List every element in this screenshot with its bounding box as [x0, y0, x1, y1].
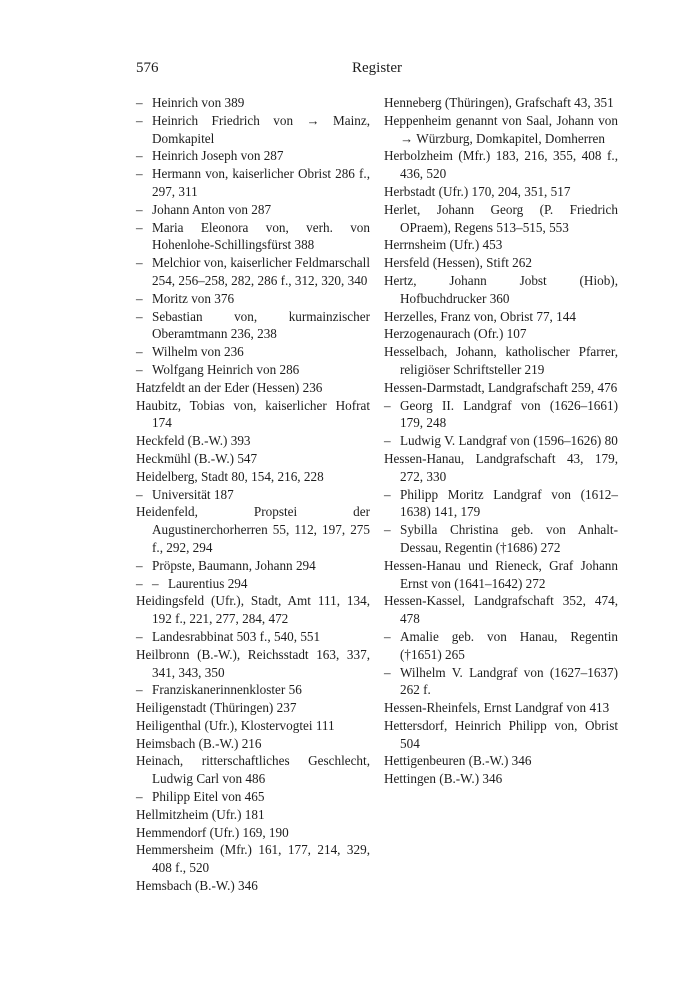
entry-text: Hettingen (B.-W.) 346 — [384, 771, 503, 787]
entry-text: Heidingsfeld (Ufr.), Stadt, Amt 111, 134, 192 f., 221, 277, 284, 472 — [136, 593, 370, 627]
entry-text: Laurentius 294 — [168, 575, 248, 591]
index-entry — [136, 503, 370, 556]
entry-text: Heinach, ritterschaftliches Geschlecht, Ludwig Carl von 486 — [136, 753, 370, 787]
entry-text: Wilhelm von 236 — [152, 344, 244, 360]
entry-text: Herbstadt (Ufr.) 170, 204, 351, 517 — [384, 183, 571, 199]
index-entry — [384, 450, 618, 486]
index-entry — [384, 699, 618, 717]
index-entry — [384, 147, 618, 183]
entry-text: Heinrich von 389 — [152, 95, 245, 110]
index-entry — [384, 94, 618, 112]
entry-text: Herbolzheim (Mfr.) 183, 216, 355, 408 f., 436, 520 — [384, 148, 618, 182]
entry-text: Herzogenaurach (Ofr.) 107 — [384, 326, 527, 342]
entry-text: Hesselbach, Johann, katholischer Pfarrer, religiöser Schriftsteller 219 — [384, 344, 618, 377]
entry-dash: – — [136, 95, 143, 110]
index-entry — [136, 379, 370, 397]
entry-dash: – — [136, 201, 143, 217]
index-subentry — [384, 432, 618, 450]
entry-text: Hettersdorf, Heinrich Philipp von, Obrist 504 — [384, 717, 618, 751]
index-entry — [384, 236, 618, 254]
entry-dash: – — [136, 628, 143, 644]
index-column-right — [384, 94, 618, 788]
index-entry — [136, 877, 370, 895]
entry-text: Hessen-Darmstadt, Landgrafschaft 259, 476 — [384, 379, 618, 395]
entry-text: Philipp Moritz Landgraf von (1612–1638) 141, 179 — [400, 486, 618, 520]
entry-text: Herzelles, Franz von, Obrist 77, 144 — [384, 308, 576, 324]
entry-text: Heinrich Friedrich von → Mainz, Domkapitel — [152, 112, 370, 146]
index-entry — [136, 735, 370, 753]
entry-text: Heiligenstadt (Thüringen) 237 — [136, 700, 297, 716]
entry-dash: – — [384, 628, 391, 644]
index-subentry — [384, 628, 618, 664]
index-entry — [384, 752, 618, 770]
entry-dash: – — [136, 486, 143, 502]
entry-dash: – — [136, 166, 143, 182]
entry-text: Maria Eleonora von, verh. von Hohenlohe-Schillingsfürst 388 — [152, 219, 370, 253]
index-entry — [384, 272, 618, 308]
index-entry — [136, 397, 370, 433]
entry-text: Herrnsheim (Ufr.) 453 — [384, 237, 503, 253]
entry-text: Philipp Eitel von 465 — [152, 789, 265, 805]
entry-text: Heinrich Joseph von 287 — [152, 148, 284, 164]
entry-text: Heimsbach (B.-W.) 216 — [136, 735, 262, 751]
entry-dash: – — [384, 664, 391, 680]
entry-dash: – — [384, 486, 391, 502]
index-subentry — [136, 343, 370, 361]
entry-text: Hessen-Rheinfels, Ernst Landgraf von 413 — [384, 700, 610, 716]
index-subentry — [384, 486, 618, 522]
entry-text: Hersfeld (Hessen), Stift 262 — [384, 255, 532, 271]
entry-text: Amalie geb. von Hanau, Regentin (†1651) 265 — [400, 628, 618, 662]
entry-text: Heilbronn (B.-W.), Reichsstadt 163, 337, 341, 343, 350 — [136, 646, 370, 680]
entry-text: Moritz von 376 — [152, 290, 235, 306]
index-entry — [136, 592, 370, 628]
index-subentry — [136, 219, 370, 255]
entry-dash: – — [136, 361, 143, 377]
index-subentry — [136, 147, 370, 165]
index-entry — [136, 646, 370, 682]
entry-text: Hertz, Johann Jobst (Hiob), Hofbuchdrucker 360 — [384, 272, 618, 306]
index-subentry — [136, 254, 370, 290]
running-head: Register — [352, 60, 402, 76]
entry-text: Heidenfeld, Propstei der Augustinerchorherren 55, 112, 197, 275 f., 292, 294 — [136, 504, 370, 555]
entry-dash: – — [384, 522, 391, 538]
entry-text: Landesrabbinat 503 f., 540, 551 — [152, 628, 321, 644]
entry-dash: – — [136, 308, 143, 324]
entry-text: Heckfeld (B.-W.) 393 — [136, 433, 251, 449]
entry-text: Hemmendorf (Ufr.) 169, 190 — [136, 824, 289, 840]
index-subentry — [384, 521, 618, 557]
index-entry — [384, 254, 618, 272]
entry-text: Heidelberg, Stadt 80, 154, 216, 228 — [136, 468, 324, 484]
index-entry — [384, 112, 618, 148]
index-subentry — [136, 681, 370, 699]
index-entry — [384, 770, 618, 788]
index-entry — [136, 752, 370, 788]
index-entry — [384, 325, 618, 343]
entry-text: Heppenheim genannt von Saal, Johann von → Würzburg, Domkapitel, Domherren — [384, 112, 618, 146]
index-subentry — [136, 94, 370, 112]
index-entry — [136, 824, 370, 842]
entry-text: Hellmitzheim (Ufr.) 181 — [136, 806, 265, 822]
index-entry — [384, 557, 618, 593]
entry-text: Sybilla Christina geb. von Anhalt-Dessau, Regentin (†1686) 272 — [400, 522, 618, 555]
entry-text: Herlet, Johann Georg (P. Friedrich OPraem), Regens 513–515, 553 — [384, 201, 618, 235]
index-entry — [384, 183, 618, 201]
index-entry — [384, 379, 618, 397]
entry-text: Wolfgang Heinrich von 286 — [152, 361, 300, 377]
entry-dash: – — [136, 112, 143, 128]
index-entry — [136, 432, 370, 450]
entry-text: Hessen-Kassel, Landgrafschaft 352, 474, 478 — [384, 593, 618, 627]
entry-text: Franziskanerinnenkloster 56 — [152, 682, 302, 698]
index-entry — [136, 699, 370, 717]
page-header — [136, 60, 618, 82]
entry-dash: – — [136, 148, 143, 164]
index-entry — [136, 841, 370, 877]
entry-dash: – — [136, 557, 143, 573]
page-number: 576 — [136, 60, 159, 76]
entry-text: Haubitz, Tobias von, kaiserlicher Hofrat 174 — [136, 397, 370, 431]
entry-text: Hessen-Hanau, Landgrafschaft 43, 179, 272, 330 — [384, 450, 618, 484]
index-entry — [384, 592, 618, 628]
index-entry — [384, 201, 618, 237]
index-entry — [384, 717, 618, 753]
entry-text: Henneberg (Thüringen), Grafschaft 43, 351 — [384, 95, 614, 110]
entry-dash: – — [152, 575, 159, 591]
entry-text: Heckmühl (B.-W.) 547 — [136, 450, 258, 466]
index-entry — [136, 468, 370, 486]
index-entry — [384, 343, 618, 379]
entry-text: Hemsbach (B.-W.) 346 — [136, 878, 258, 894]
index-subentry — [136, 628, 370, 646]
entry-text: Hessen-Hanau und Rieneck, Graf Johann Ernst von (1641–1642) 272 — [384, 557, 618, 591]
entry-text: Ludwig V. Landgraf von (1596–1626) 80 — [400, 433, 618, 449]
index-subentry — [136, 165, 370, 201]
entry-dash: – — [136, 682, 143, 698]
entry-dash: – — [136, 255, 143, 271]
index-column-left — [136, 94, 370, 895]
index-entry — [136, 717, 370, 735]
index-entry — [136, 450, 370, 468]
entry-text: Melchior von, kaiserlicher Feldmarschall 254, 256–258, 282, 286 f., 312, 320, 340 — [152, 255, 370, 288]
index-subentry — [136, 201, 370, 219]
index-entry — [384, 308, 618, 326]
entry-dash: – — [136, 575, 143, 591]
index-subentry — [136, 557, 370, 575]
index-subentry — [136, 308, 370, 344]
entry-text: Wilhelm V. Landgraf von (1627–1637) 262 f. — [400, 664, 618, 698]
entry-text: Johann Anton von 287 — [152, 201, 272, 217]
entry-text: Georg II. Landgraf von (1626–1661) 179, 248 — [400, 397, 618, 431]
index-subentry — [136, 486, 370, 504]
entry-dash: – — [136, 789, 143, 805]
entry-dash: – — [136, 290, 143, 306]
entry-text: Hermann von, kaiserlicher Obrist 286 f., 297, 311 — [152, 166, 370, 199]
index-subentry — [136, 112, 370, 148]
entry-text: Sebastian von, kurmainzischer Oberamtmann 236, 238 — [152, 308, 370, 342]
entry-text: Hatzfeldt an der Eder (Hessen) 236 — [136, 379, 323, 395]
entry-text: Heiligenthal (Ufr.), Klostervogtei 111 — [136, 717, 335, 733]
index-subentry — [136, 575, 370, 593]
entry-dash: – — [384, 397, 391, 413]
entry-text: Universität 187 — [152, 486, 234, 502]
entry-text: Hettigenbeuren (B.-W.) 346 — [384, 753, 532, 769]
index-subentry — [136, 361, 370, 379]
entry-text: Hemmersheim (Mfr.) 161, 177, 214, 329, 408 f., 520 — [136, 842, 370, 876]
entry-dash: – — [384, 433, 391, 449]
index-subentry — [136, 290, 370, 308]
index-subentry — [136, 788, 370, 806]
index-entry — [136, 806, 370, 824]
index-subentry — [384, 397, 618, 433]
index-subentry — [384, 664, 618, 700]
entry-text: Pröpste, Baumann, Johann 294 — [152, 557, 316, 573]
entry-dash: – — [136, 344, 143, 360]
entry-dash: – — [136, 219, 143, 235]
